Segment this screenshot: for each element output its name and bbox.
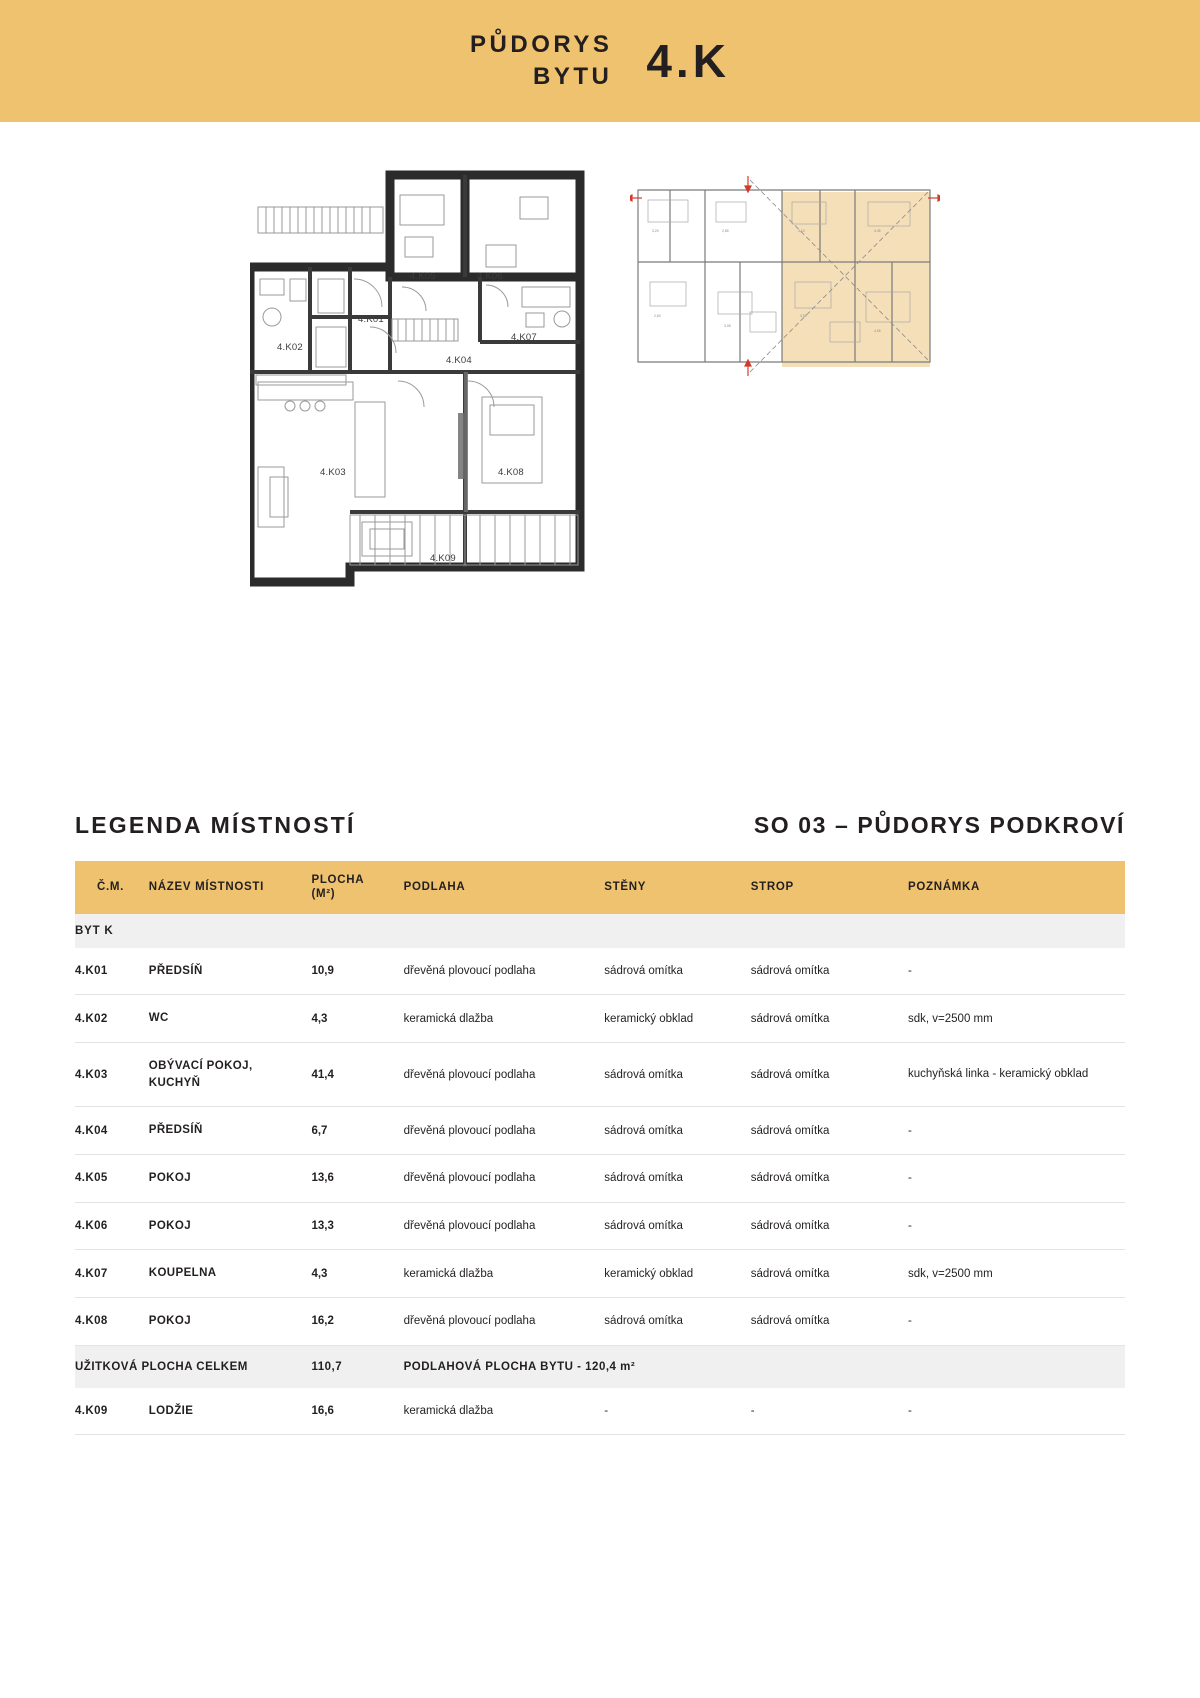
cell-note: kuchyňská linka - keramický obklad (908, 1043, 1125, 1107)
cell-name: POKOJ (149, 1202, 312, 1250)
cell-ceiling: sádrová omítka (751, 948, 908, 995)
total-note: PODLAHOVÁ PLOCHA BYTU - 120,4 m² (404, 1345, 1125, 1388)
page-header (0, 0, 1200, 122)
cell-ceiling: sádrová omítka (751, 1250, 908, 1298)
cell-walls: keramický obklad (604, 995, 750, 1043)
cell-area: 6,7 (311, 1107, 403, 1155)
cell-cm: 4.K05 (75, 1155, 149, 1203)
cell-cm: 4.K08 (75, 1298, 149, 1346)
total-label: UŽITKOVÁ PLOCHA CELKEM (75, 1345, 311, 1388)
cell-walls: sádrová omítka (604, 1155, 750, 1203)
cell-name: PŘEDSÍŇ (149, 1107, 312, 1155)
table-row (75, 1202, 1125, 1250)
cell-floor: keramická dlažba (404, 1388, 605, 1435)
cell-ceiling: sádrová omítka (751, 1043, 908, 1107)
keyplan-diagram (630, 162, 940, 387)
total-area: 110,7 (311, 1345, 403, 1388)
legend-title: LEGENDA MÍSTNOSTÍ (75, 812, 356, 838)
room-label-4K03: 4.K03 (320, 467, 346, 478)
cell-ceiling: sádrová omítka (751, 1107, 908, 1155)
plan-area (0, 122, 1200, 682)
room-label-4K06: 4.K06 (477, 271, 503, 282)
cell-ceiling: sádrová omítka (751, 1298, 908, 1346)
col-header-ceiling: STROP (751, 861, 908, 914)
table-row (75, 1388, 1125, 1435)
cell-area: 4,3 (311, 1250, 403, 1298)
cell-area: 16,6 (311, 1388, 403, 1435)
cell-walls: sádrová omítka (604, 1043, 750, 1107)
cell-cm: 4.K03 (75, 1043, 149, 1107)
room-label-4K08: 4.K08 (498, 467, 524, 478)
cell-note: - (908, 1298, 1125, 1346)
cell-walls: sádrová omítka (604, 1202, 750, 1250)
cell-walls: keramický obklad (604, 1250, 750, 1298)
cell-ceiling: sádrová omítka (751, 995, 908, 1043)
cell-cm: 4.K06 (75, 1202, 149, 1250)
cell-note: - (908, 1155, 1125, 1203)
legend-headings (0, 812, 1200, 839)
col-header-area (311, 861, 403, 914)
cell-note: - (908, 948, 1125, 995)
cell-ceiling: sádrová omítka (751, 1202, 908, 1250)
cell-cm: 4.K09 (75, 1388, 149, 1435)
cell-ceiling: sádrová omítka (751, 1155, 908, 1203)
room-label-4K09: 4.K09 (430, 553, 456, 564)
room-label-4K02: 4.K02 (277, 342, 303, 353)
room-legend-table (75, 861, 1125, 1435)
floorplan-svg (250, 167, 630, 617)
col-header-area-line1: PLOCHA (311, 874, 365, 886)
cell-area: 16,2 (311, 1298, 403, 1346)
cell-walls: sádrová omítka (604, 1107, 750, 1155)
table-header-row (75, 861, 1125, 914)
svg-text:3,20: 3,20 (652, 229, 659, 233)
table-row (75, 948, 1125, 995)
cell-floor: dřevěná plovoucí podlaha (404, 1155, 605, 1203)
room-label-4K07: 4.K07 (511, 332, 537, 343)
header-title-line2: BYTU (533, 63, 613, 90)
svg-text:4,10: 4,10 (798, 229, 805, 233)
svg-text:4,35: 4,35 (874, 229, 881, 233)
col-header-note: POZNÁMKA (908, 861, 1125, 914)
cell-name: LODŽIE (149, 1388, 312, 1435)
legend-subtitle: SO 03 – PŮDORYS PODKROVÍ (753, 812, 1125, 838)
svg-text:3,95: 3,95 (800, 314, 807, 318)
header-title (470, 29, 612, 93)
cell-name: KOUPELNA (149, 1250, 312, 1298)
table-row (75, 1107, 1125, 1155)
cell-walls: sádrová omítka (604, 1298, 750, 1346)
room-label-4K01: 4.K01 (358, 314, 384, 325)
cell-name: POKOJ (149, 1298, 312, 1346)
floorplan-drawing (250, 167, 630, 617)
table-row (75, 1250, 1125, 1298)
cell-area: 4,3 (311, 995, 403, 1043)
group-label: BYT K (75, 914, 1125, 948)
cell-floor: dřevěná plovoucí podlaha (404, 1298, 605, 1346)
keyplan-svg (630, 162, 940, 387)
table-row (75, 1043, 1125, 1107)
cell-walls: sádrová omítka (604, 948, 750, 995)
col-header-area-line2: (M²) (311, 888, 336, 901)
cell-floor: keramická dlažba (404, 1250, 605, 1298)
table-total-row (75, 1345, 1125, 1388)
svg-text:2,85: 2,85 (722, 229, 729, 233)
cell-name: OBÝVACÍ POKOJ, KUCHYŇ (149, 1043, 312, 1107)
cell-area: 10,9 (311, 948, 403, 995)
cell-cm: 4.K01 (75, 948, 149, 995)
cell-floor: dřevěná plovoucí podlaha (404, 1202, 605, 1250)
svg-text:2,60: 2,60 (654, 314, 661, 318)
cell-cm: 4.K02 (75, 995, 149, 1043)
svg-text:4,65: 4,65 (874, 329, 881, 333)
table-row (75, 1155, 1125, 1203)
cell-ceiling: - (751, 1388, 908, 1435)
table-row (75, 1298, 1125, 1346)
room-label-4K05: 4.K05 (410, 271, 436, 282)
col-header-walls: STĚNY (604, 861, 750, 914)
cell-floor: dřevěná plovoucí podlaha (404, 1107, 605, 1155)
cell-note: - (908, 1388, 1125, 1435)
apartment-code: 4.K (646, 35, 730, 87)
cell-name: POKOJ (149, 1155, 312, 1203)
svg-text:3,05: 3,05 (724, 324, 731, 328)
room-label-4K04: 4.K04 (446, 355, 472, 366)
cell-floor: dřevěná plovoucí podlaha (404, 1043, 605, 1107)
cell-note: sdk, v=2500 mm (908, 995, 1125, 1043)
cell-walls: - (604, 1388, 750, 1435)
cell-note: - (908, 1107, 1125, 1155)
cell-name: WC (149, 995, 312, 1043)
cell-floor: dřevěná plovoucí podlaha (404, 948, 605, 995)
cell-note: sdk, v=2500 mm (908, 1250, 1125, 1298)
col-header-floor: PODLAHA (404, 861, 605, 914)
cell-area: 13,3 (311, 1202, 403, 1250)
table-row (75, 995, 1125, 1043)
cell-cm: 4.K04 (75, 1107, 149, 1155)
cell-area: 13,6 (311, 1155, 403, 1203)
table-group-row (75, 914, 1125, 948)
cell-floor: keramická dlažba (404, 995, 605, 1043)
cell-name: PŘEDSÍŇ (149, 948, 312, 995)
cell-note: - (908, 1202, 1125, 1250)
header-title-line1: PŮDORYS (470, 30, 613, 58)
col-header-name: NÁZEV MÍSTNOSTI (149, 861, 312, 914)
col-header-cm: Č.M. (75, 861, 149, 914)
legend-table-wrap (0, 861, 1200, 1435)
cell-cm: 4.K07 (75, 1250, 149, 1298)
cell-area: 41,4 (311, 1043, 403, 1107)
